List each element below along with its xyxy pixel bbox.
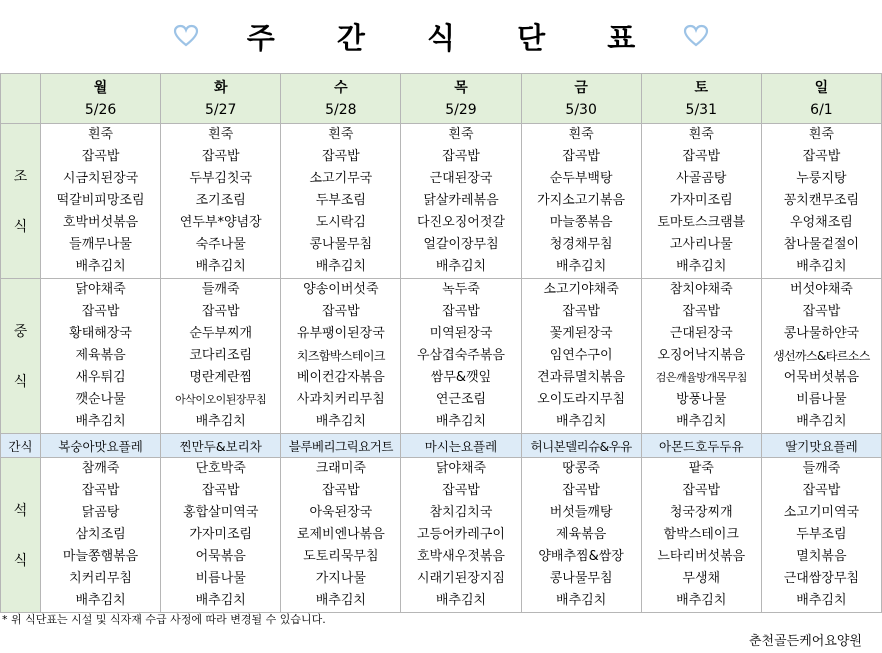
menu-item: 배추김치: [195, 593, 246, 608]
menu-item: 방풍나물: [676, 392, 727, 407]
menu-item: 잡곡밥: [322, 304, 360, 319]
menu-item: 배추김치: [796, 414, 847, 429]
meal-cell: [401, 124, 521, 279]
day-name: 화: [213, 79, 228, 96]
menu-item: 잡곡밥: [322, 149, 360, 164]
day-name: 목: [454, 79, 468, 96]
menu-item: 잡곡밥: [81, 483, 120, 498]
menu-item: 도시락김: [315, 215, 366, 230]
menu-item: 두부조림: [796, 527, 847, 542]
breakfast-row: [1, 124, 882, 279]
menu-item: 배추김치: [315, 414, 366, 429]
menu-item: 누룽지탕: [796, 171, 847, 186]
menu-item: 배추김치: [315, 593, 366, 608]
day-date: 5/28: [325, 101, 357, 118]
row-label-bottom: 식: [13, 219, 28, 235]
menu-item: 크래미죽: [315, 461, 366, 476]
menu-item: 코다리조림: [189, 348, 253, 363]
menu-item: 양송이버섯죽: [303, 282, 379, 297]
menu-item: 소고기미역국: [783, 505, 860, 520]
menu-item: 청경채무침: [549, 237, 613, 252]
meal-cell: [521, 124, 641, 279]
meal-cell: [281, 124, 401, 279]
menu-item: 어묵버섯볶음: [783, 370, 860, 385]
menu-item: 사과치커리무침: [296, 392, 385, 407]
snack-item: 찐만두&보리차: [161, 434, 281, 458]
day-date: 6/1: [810, 101, 833, 118]
row-label-top: 석: [13, 503, 28, 519]
menu-item: 마늘쫑볶음: [549, 215, 613, 230]
menu-item: 흰죽: [208, 127, 234, 142]
day-name: 수: [334, 79, 348, 96]
menu-item: 참치야채죽: [669, 282, 733, 297]
menu-item: 황태해장국: [69, 326, 132, 341]
menu-item: 흰죽: [448, 127, 474, 142]
meal-cell: [521, 279, 641, 434]
menu-item: 잡곡밥: [682, 483, 721, 498]
menu-item: 근대된장국: [669, 326, 733, 341]
day-header: [281, 74, 401, 124]
snack-item: 복숭아맛요플레: [41, 434, 161, 458]
menu-item: 가지나물: [315, 571, 366, 586]
snack-item: 허니본델리슈&우유: [521, 434, 641, 458]
header-row: [1, 74, 882, 124]
menu-item: 꽁치캔무조림: [783, 193, 860, 208]
meal-cell: [641, 458, 761, 613]
menu-item: 명란계란찜: [189, 370, 253, 385]
menu-item: 버섯들깨탕: [549, 505, 613, 520]
menu-item: 순두부백탕: [549, 171, 613, 186]
menu-item: 고사리나물: [669, 237, 733, 252]
row-label-bottom: 식: [13, 553, 28, 569]
menu-item: 새우튀김: [75, 370, 126, 385]
meal-cell: [41, 124, 161, 279]
meal-cell: [161, 124, 281, 279]
menu-item: 닭야채죽: [75, 282, 126, 297]
menu-item: 잡곡밥: [802, 304, 841, 319]
menu-item: 배추김치: [195, 414, 246, 429]
menu-item: 잡곡밥: [442, 483, 480, 498]
menu-item: 소고기야채죽: [543, 282, 619, 297]
menu-item: 검은깨율방개목무침: [655, 371, 747, 384]
menu-item: 잡곡밥: [201, 149, 240, 164]
menu-item: 근대된장국: [429, 171, 493, 186]
menu-item: 콩나물하얀국: [783, 326, 860, 341]
menu-item: 로제비엔나볶음: [296, 527, 385, 542]
menu-item: 콩나물무침: [309, 237, 373, 252]
menu-item: 땅콩죽: [562, 461, 600, 476]
menu-item: 배추김치: [75, 259, 126, 274]
meal-cell: [761, 458, 881, 613]
menu-item: 시래기된장지짐: [417, 571, 505, 586]
menu-item: 잡곡밥: [81, 149, 120, 164]
corner-cell: [1, 74, 41, 124]
day-header: [761, 74, 881, 124]
menu-item: 호박버섯볶음: [62, 215, 139, 230]
meal-cell: [41, 458, 161, 613]
weekly-menu-table: [0, 73, 882, 613]
menu-item: 참나물겉절이: [783, 237, 860, 252]
snack-item: 블루베리그릭요거트: [281, 434, 401, 458]
menu-item: 잡곡밥: [201, 304, 240, 319]
menu-item: 배추김치: [676, 593, 727, 608]
dinner-row: [1, 458, 882, 613]
menu-item: 비름나물: [195, 571, 246, 586]
menu-item: 사골곰탕: [676, 171, 727, 186]
meal-cell: [41, 279, 161, 434]
menu-item: 조기조림: [195, 193, 246, 208]
snack-item: 딸기맛요플레: [761, 434, 881, 458]
menu-item: 두부김칫국: [189, 171, 253, 186]
heart-outline-icon: [683, 23, 709, 49]
meal-cell: [641, 124, 761, 279]
menu-item: 쌈무&깻잎: [430, 370, 492, 385]
page-title: 주 간 식 단 표: [246, 20, 662, 55]
row-label-bottom: 식: [13, 374, 28, 390]
menu-item: 소고기무국: [309, 171, 373, 186]
menu-item: 무생채: [682, 571, 721, 586]
menu-item: 들깨무나물: [69, 237, 132, 252]
day-date: 5/29: [445, 101, 477, 118]
menu-item: 오이도라지무침: [537, 392, 626, 407]
menu-item: 배추김치: [556, 259, 607, 274]
menu-item: 양배추찜&쌈장: [538, 549, 624, 564]
day-date: 5/27: [204, 101, 237, 118]
menu-item: 녹두죽: [442, 282, 480, 297]
meal-cell: [641, 279, 761, 434]
menu-item: 삼치조림: [75, 527, 126, 542]
snack-label: 간식: [1, 434, 41, 458]
menu-item: 팥죽: [688, 461, 714, 476]
menu-item: 치즈함박스테이크: [296, 349, 385, 363]
menu-item: 잡곡밥: [81, 304, 120, 319]
day-header: [401, 74, 521, 124]
day-date: 5/31: [685, 101, 717, 118]
menu-item: 배추김치: [676, 414, 727, 429]
menu-item: 숙주나물: [195, 237, 246, 252]
menu-item: 잡곡밥: [201, 483, 240, 498]
day-header: [521, 74, 641, 124]
row-label-top: 조: [13, 169, 28, 185]
footnote: * 위 식단표는 시설 및 식자재 수급 사정에 따라 변경될 수 있습니다.: [2, 613, 326, 626]
meal-cell: [161, 279, 281, 434]
menu-item: 마늘쫑햄볶음: [62, 549, 139, 564]
menu-item: 떡갈비피망조림: [56, 193, 145, 208]
menu-item: 잡곡밥: [442, 304, 480, 319]
menu-item: 어묵볶음: [195, 549, 246, 564]
row-label-top: 중: [13, 324, 28, 340]
menu-item: 배추김치: [435, 259, 487, 274]
menu-item: 멸치볶음: [796, 549, 847, 564]
menu-item: 배추김치: [676, 259, 727, 274]
menu-item: 배추김치: [796, 259, 847, 274]
menu-item: 아욱된장국: [309, 505, 373, 520]
menu-item: 우삼겹숙주볶음: [417, 348, 505, 363]
menu-item: 견과류멸치볶음: [537, 370, 626, 385]
menu-item: 잡곡밥: [562, 304, 600, 319]
snack-item: 마시는요플레: [401, 434, 521, 458]
menu-item: 배추김치: [435, 593, 487, 608]
menu-item: 잡곡밥: [682, 304, 721, 319]
menu-item: 연두부*양념장: [179, 215, 262, 230]
menu-item: 닭야채죽: [435, 461, 487, 476]
menu-item: 다진오징어젓갈: [417, 215, 505, 230]
menu-item: 함박스테이크: [663, 527, 739, 542]
menu-item: 청국장찌개: [669, 505, 733, 520]
menu-item: 들깨죽: [201, 282, 240, 297]
menu-item: 흰죽: [328, 127, 354, 142]
menu-item: 버섯야채죽: [790, 282, 853, 297]
menu-item: 잡곡밥: [802, 149, 841, 164]
menu-item: 배추김치: [556, 593, 607, 608]
menu-item: 제육볶음: [556, 527, 607, 542]
meal-cell: [761, 279, 881, 434]
menu-item: 배추김치: [556, 414, 607, 429]
menu-item: 유부팽이된장국: [296, 326, 385, 341]
menu-item: 꽃게된장국: [549, 326, 613, 341]
menu-item: 호박새우젓볶음: [417, 549, 505, 564]
menu-item: 홍합살미역국: [183, 505, 259, 520]
day-name: 토: [694, 79, 709, 96]
menu-item: 치커리무침: [69, 571, 132, 586]
menu-item: 미역된장국: [429, 326, 493, 341]
menu-item: 흰죽: [688, 127, 714, 142]
menu-item: 오징어낙지볶음: [657, 348, 746, 363]
meal-cell: [761, 124, 881, 279]
dinner-label: [1, 458, 41, 613]
menu-item: 흰죽: [808, 127, 834, 142]
meal-cell: [521, 458, 641, 613]
menu-item: 닭곰탕: [81, 505, 120, 520]
menu-item: 고등어카레구이: [417, 527, 505, 542]
menu-item: 아삭이오이된장무침: [175, 393, 267, 406]
menu-item: 가지소고기볶음: [537, 193, 626, 208]
lunch-row: [1, 279, 882, 434]
menu-item: 배추김치: [75, 593, 126, 608]
day-name: 일: [814, 79, 829, 96]
menu-item: 닭살카레볶음: [423, 193, 499, 208]
facility-name: 춘천골든케어요양원: [748, 634, 862, 649]
menu-item: 토마토스크램블: [657, 215, 746, 230]
menu-item: 베이컨감자볶음: [296, 370, 385, 385]
lunch-label: [1, 279, 41, 434]
menu-item: 가자미조림: [189, 527, 253, 542]
day-date: 5/30: [565, 101, 597, 118]
meal-cell: [401, 279, 521, 434]
menu-item: 흰죽: [568, 127, 594, 142]
menu-item: 참깨죽: [81, 461, 120, 476]
menu-item: 얼갈이장무침: [423, 237, 499, 252]
menu-item: 들깨죽: [802, 461, 841, 476]
menu-item: 배추김치: [75, 414, 126, 429]
menu-item: 비름나물: [796, 392, 847, 407]
menu-item: 흰죽: [88, 127, 114, 142]
menu-item: 제육볶음: [75, 348, 126, 363]
menu-item: 시금치된장국: [62, 171, 139, 186]
menu-item: 참치김치국: [429, 505, 493, 520]
menu-item: 잡곡밥: [682, 149, 721, 164]
menu-item: 잡곡밥: [802, 483, 841, 498]
menu-item: 순두부찌개: [189, 326, 253, 341]
meal-cell: [401, 458, 521, 613]
menu-item: 근대쌈장무침: [783, 571, 860, 586]
title-bar: [0, 14, 882, 58]
menu-item: 두부조림: [315, 193, 366, 208]
menu-item: 잡곡밥: [442, 149, 480, 164]
menu-item: 잡곡밥: [562, 483, 600, 498]
day-header: [641, 74, 761, 124]
day-name: 월: [93, 79, 108, 96]
menu-item: 잡곡밥: [322, 483, 360, 498]
menu-item: 임연수구이: [549, 348, 613, 363]
menu-item: 깻순나물: [75, 392, 126, 407]
menu-item: 콩나물무침: [549, 571, 613, 586]
menu-item: 배추김치: [435, 414, 487, 429]
meal-cell: [161, 458, 281, 613]
day-header: [41, 74, 161, 124]
meal-cell: [281, 458, 401, 613]
snack-row: [1, 434, 882, 458]
menu-item: 우엉채조림: [790, 215, 853, 230]
menu-item: 느타리버섯볶음: [657, 549, 746, 564]
menu-item: 단호박죽: [195, 461, 246, 476]
menu-item: 잡곡밥: [562, 149, 600, 164]
day-date: 5/26: [84, 101, 117, 118]
menu-item: 도토리묵무침: [303, 549, 379, 564]
menu-item: 배추김치: [796, 593, 847, 608]
menu-item: 연근조림: [435, 392, 487, 407]
heart-outline-icon: [173, 23, 199, 49]
day-name: 금: [574, 79, 588, 96]
meal-cell: [281, 279, 401, 434]
snack-item: 아몬드호두두유: [641, 434, 761, 458]
breakfast-label: [1, 124, 41, 279]
menu-item: 배추김치: [315, 259, 366, 274]
menu-item: 가자미조림: [669, 193, 733, 208]
menu-item: 생선까스&타르소스: [773, 349, 870, 363]
day-header: [161, 74, 281, 124]
menu-item: 배추김치: [195, 259, 246, 274]
